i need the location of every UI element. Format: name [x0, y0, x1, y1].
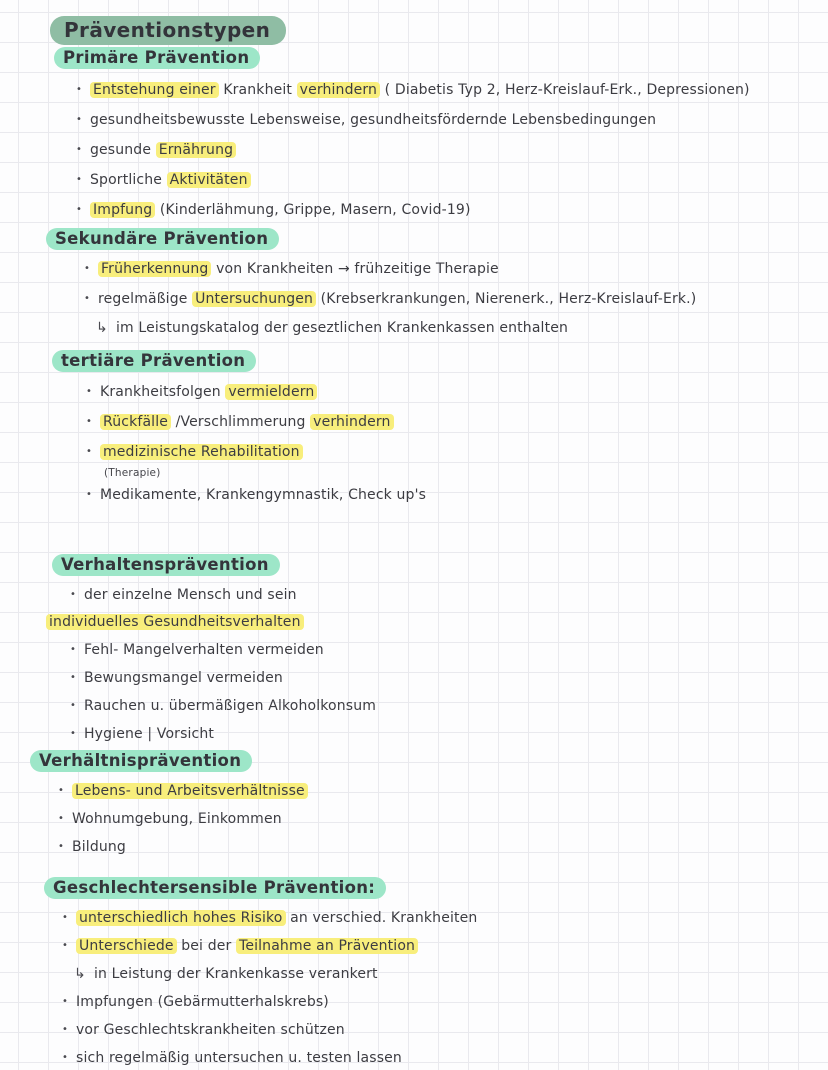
section-items	[0, 904, 828, 1070]
text-segment: an verschied. Krankheiten	[285, 910, 478, 926]
bullet-icon: •	[70, 700, 77, 711]
continuation-line	[46, 609, 828, 636]
text-segment: der einzelne Mensch und sein	[84, 587, 297, 603]
bullet-icon: •	[76, 114, 83, 125]
sub-arrow-icon: ↳	[96, 320, 108, 336]
page-title-row	[50, 16, 828, 45]
text-segment: gesunde	[90, 142, 156, 158]
section-heading-row	[46, 228, 828, 250]
bullet-item	[84, 284, 828, 314]
bullet-item	[70, 692, 828, 720]
section-items	[0, 75, 828, 225]
bullet-icon: •	[70, 672, 77, 683]
section	[0, 350, 828, 510]
section-heading-row	[54, 47, 828, 69]
section-heading: Sekundäre Prävention	[46, 228, 279, 250]
bullet-item	[76, 165, 828, 195]
section-heading-row	[52, 554, 828, 576]
text-segment: vor Geschlechtskrankheiten schützen	[76, 1022, 345, 1038]
bullet-item	[62, 904, 828, 932]
highlight-segment: individuelles Gesundheitsverhalten	[46, 614, 304, 630]
section-heading-row	[30, 750, 828, 772]
highlight-segment: Untersuchungen	[192, 291, 316, 307]
section-heading-row	[44, 877, 828, 899]
text-segment: im Leistungskatalog der geseztlichen Krankenkassen enthalten	[116, 320, 569, 336]
text-segment: Bildung	[72, 839, 126, 855]
highlight-segment: Rückfälle	[100, 414, 171, 430]
text-segment: regelmäßige	[98, 291, 193, 307]
text-segment: Krankheit	[218, 82, 297, 98]
bullet-icon: •	[70, 644, 77, 655]
bullet-item	[70, 720, 828, 748]
bullet-item	[86, 480, 828, 510]
section-items	[0, 581, 828, 748]
text-segment: bei der	[176, 938, 237, 954]
bullet-item	[70, 636, 828, 664]
highlight-segment: vermieldern	[225, 384, 317, 400]
section	[0, 877, 828, 1070]
bullet-item	[76, 105, 828, 135]
text-segment: Wohnumgebung, Einkommen	[72, 811, 282, 827]
bullet-item	[62, 988, 828, 1016]
bullet-icon: •	[86, 416, 93, 427]
bullet-item	[58, 833, 828, 861]
text-segment: Fehl- Mangelverhalten vermeiden	[84, 642, 324, 658]
highlight-segment: Ernährung	[156, 142, 236, 158]
text-segment: Sportliche	[90, 172, 167, 188]
bullet-item	[84, 254, 828, 284]
bullet-icon: •	[76, 84, 83, 95]
bullet-item	[86, 377, 828, 407]
section	[0, 47, 828, 225]
section	[0, 750, 828, 861]
text-segment: (Kinderlähmung, Grippe, Masern, Covid-19)	[155, 202, 471, 218]
text-segment: gesundheitsbewusste Lebensweise, gesundheitsfördernde Lebensbedingungen	[90, 112, 657, 128]
highlight-segment: verhindern	[310, 414, 393, 430]
text-segment: Bewungsmangel vermeiden	[84, 670, 283, 686]
sub-arrow-item	[74, 960, 828, 988]
highlight-segment: Früherkennung	[98, 261, 211, 277]
bullet-icon: •	[76, 204, 83, 215]
highlight-segment: Impfung	[90, 202, 155, 218]
bullet-item	[76, 135, 828, 165]
section-heading: tertiäre Prävention	[52, 350, 256, 372]
text-segment: (Krebserkrankungen, Nierenerk., Herz-Kreislauf-Erk.)	[316, 291, 697, 307]
bullet-icon: •	[58, 841, 65, 852]
text-segment: Impfungen (Gebärmutterhalskrebs)	[76, 994, 329, 1010]
bullet-item	[58, 805, 828, 833]
note-small: (Therapie)	[104, 467, 161, 479]
bullet-item	[58, 777, 828, 805]
section-heading: Verhaltensprävention	[52, 554, 280, 576]
bullet-icon: •	[84, 293, 91, 304]
bullet-icon: •	[86, 446, 93, 457]
highlight-segment: Lebens- und Arbeitsverhältnisse	[72, 783, 308, 799]
text-segment: Rauchen u. übermäßigen Alkoholkonsum	[84, 698, 377, 714]
highlight-segment: Teilnahme an Prävention	[236, 938, 418, 954]
bullet-item	[76, 195, 828, 225]
bullet-icon: •	[86, 489, 93, 500]
bullet-item	[62, 1016, 828, 1044]
text-segment: Hygiene | Vorsicht	[84, 726, 215, 742]
bullet-icon: •	[76, 144, 83, 155]
highlight-segment: Entstehung einer	[90, 82, 219, 98]
note-body	[0, 47, 828, 1070]
bullet-item	[76, 75, 828, 105]
text-segment: ( Diabetis Typ 2, Herz-Kreislauf-Erk., Depressionen)	[380, 82, 750, 98]
bullet-icon: •	[62, 912, 69, 923]
highlight-segment: Unterschiede	[76, 938, 177, 954]
section-items	[0, 254, 828, 343]
section-items	[0, 777, 828, 861]
section-heading: Primäre Prävention	[54, 47, 260, 69]
highlight-segment: Aktivitäten	[167, 172, 251, 188]
sub-arrow-icon: ↳	[74, 966, 86, 982]
bullet-icon: •	[62, 1052, 69, 1063]
bullet-icon: •	[86, 386, 93, 397]
section-heading-row	[52, 350, 828, 372]
bullet-icon: •	[70, 589, 77, 600]
section-heading: Verhältnisprävention	[30, 750, 252, 772]
text-segment: /Verschlimmerung	[171, 414, 311, 430]
bullet-item	[86, 407, 828, 437]
bullet-icon: •	[62, 1024, 69, 1035]
section	[0, 228, 828, 343]
bullet-icon: •	[58, 785, 65, 796]
text-segment: sich regelmäßig untersuchen u. testen lassen	[76, 1050, 402, 1066]
bullet-icon: •	[58, 813, 65, 824]
text-segment: Medikamente, Krankengymnastik, Check up's	[100, 487, 427, 503]
highlight-segment: verhindern	[297, 82, 380, 98]
bullet-icon: •	[62, 996, 69, 1007]
highlight-segment: medizinische Rehabilitation	[100, 444, 303, 460]
section-items	[0, 377, 828, 510]
section-heading: Geschlechtersensible Prävention:	[44, 877, 386, 899]
bullet-item	[62, 932, 828, 960]
text-segment: Krankheitsfolgen	[100, 384, 226, 400]
text-segment: in Leistung der Krankenkasse verankert	[94, 966, 378, 982]
bullet-item	[86, 437, 828, 467]
bullet-icon: •	[70, 728, 77, 739]
bullet-item	[70, 581, 828, 609]
bullet-icon: •	[84, 263, 91, 274]
bullet-item	[62, 1044, 828, 1070]
bullet-icon: •	[76, 174, 83, 185]
text-segment: von Krankheiten → frühzeitige Therapie	[211, 261, 499, 277]
highlight-segment: unterschiedlich hohes Risiko	[76, 910, 286, 926]
page-title: Präventionstypen	[50, 16, 286, 45]
bullet-icon: •	[62, 940, 69, 951]
sub-arrow-item	[96, 314, 828, 343]
section	[0, 554, 828, 748]
bullet-item	[70, 664, 828, 692]
